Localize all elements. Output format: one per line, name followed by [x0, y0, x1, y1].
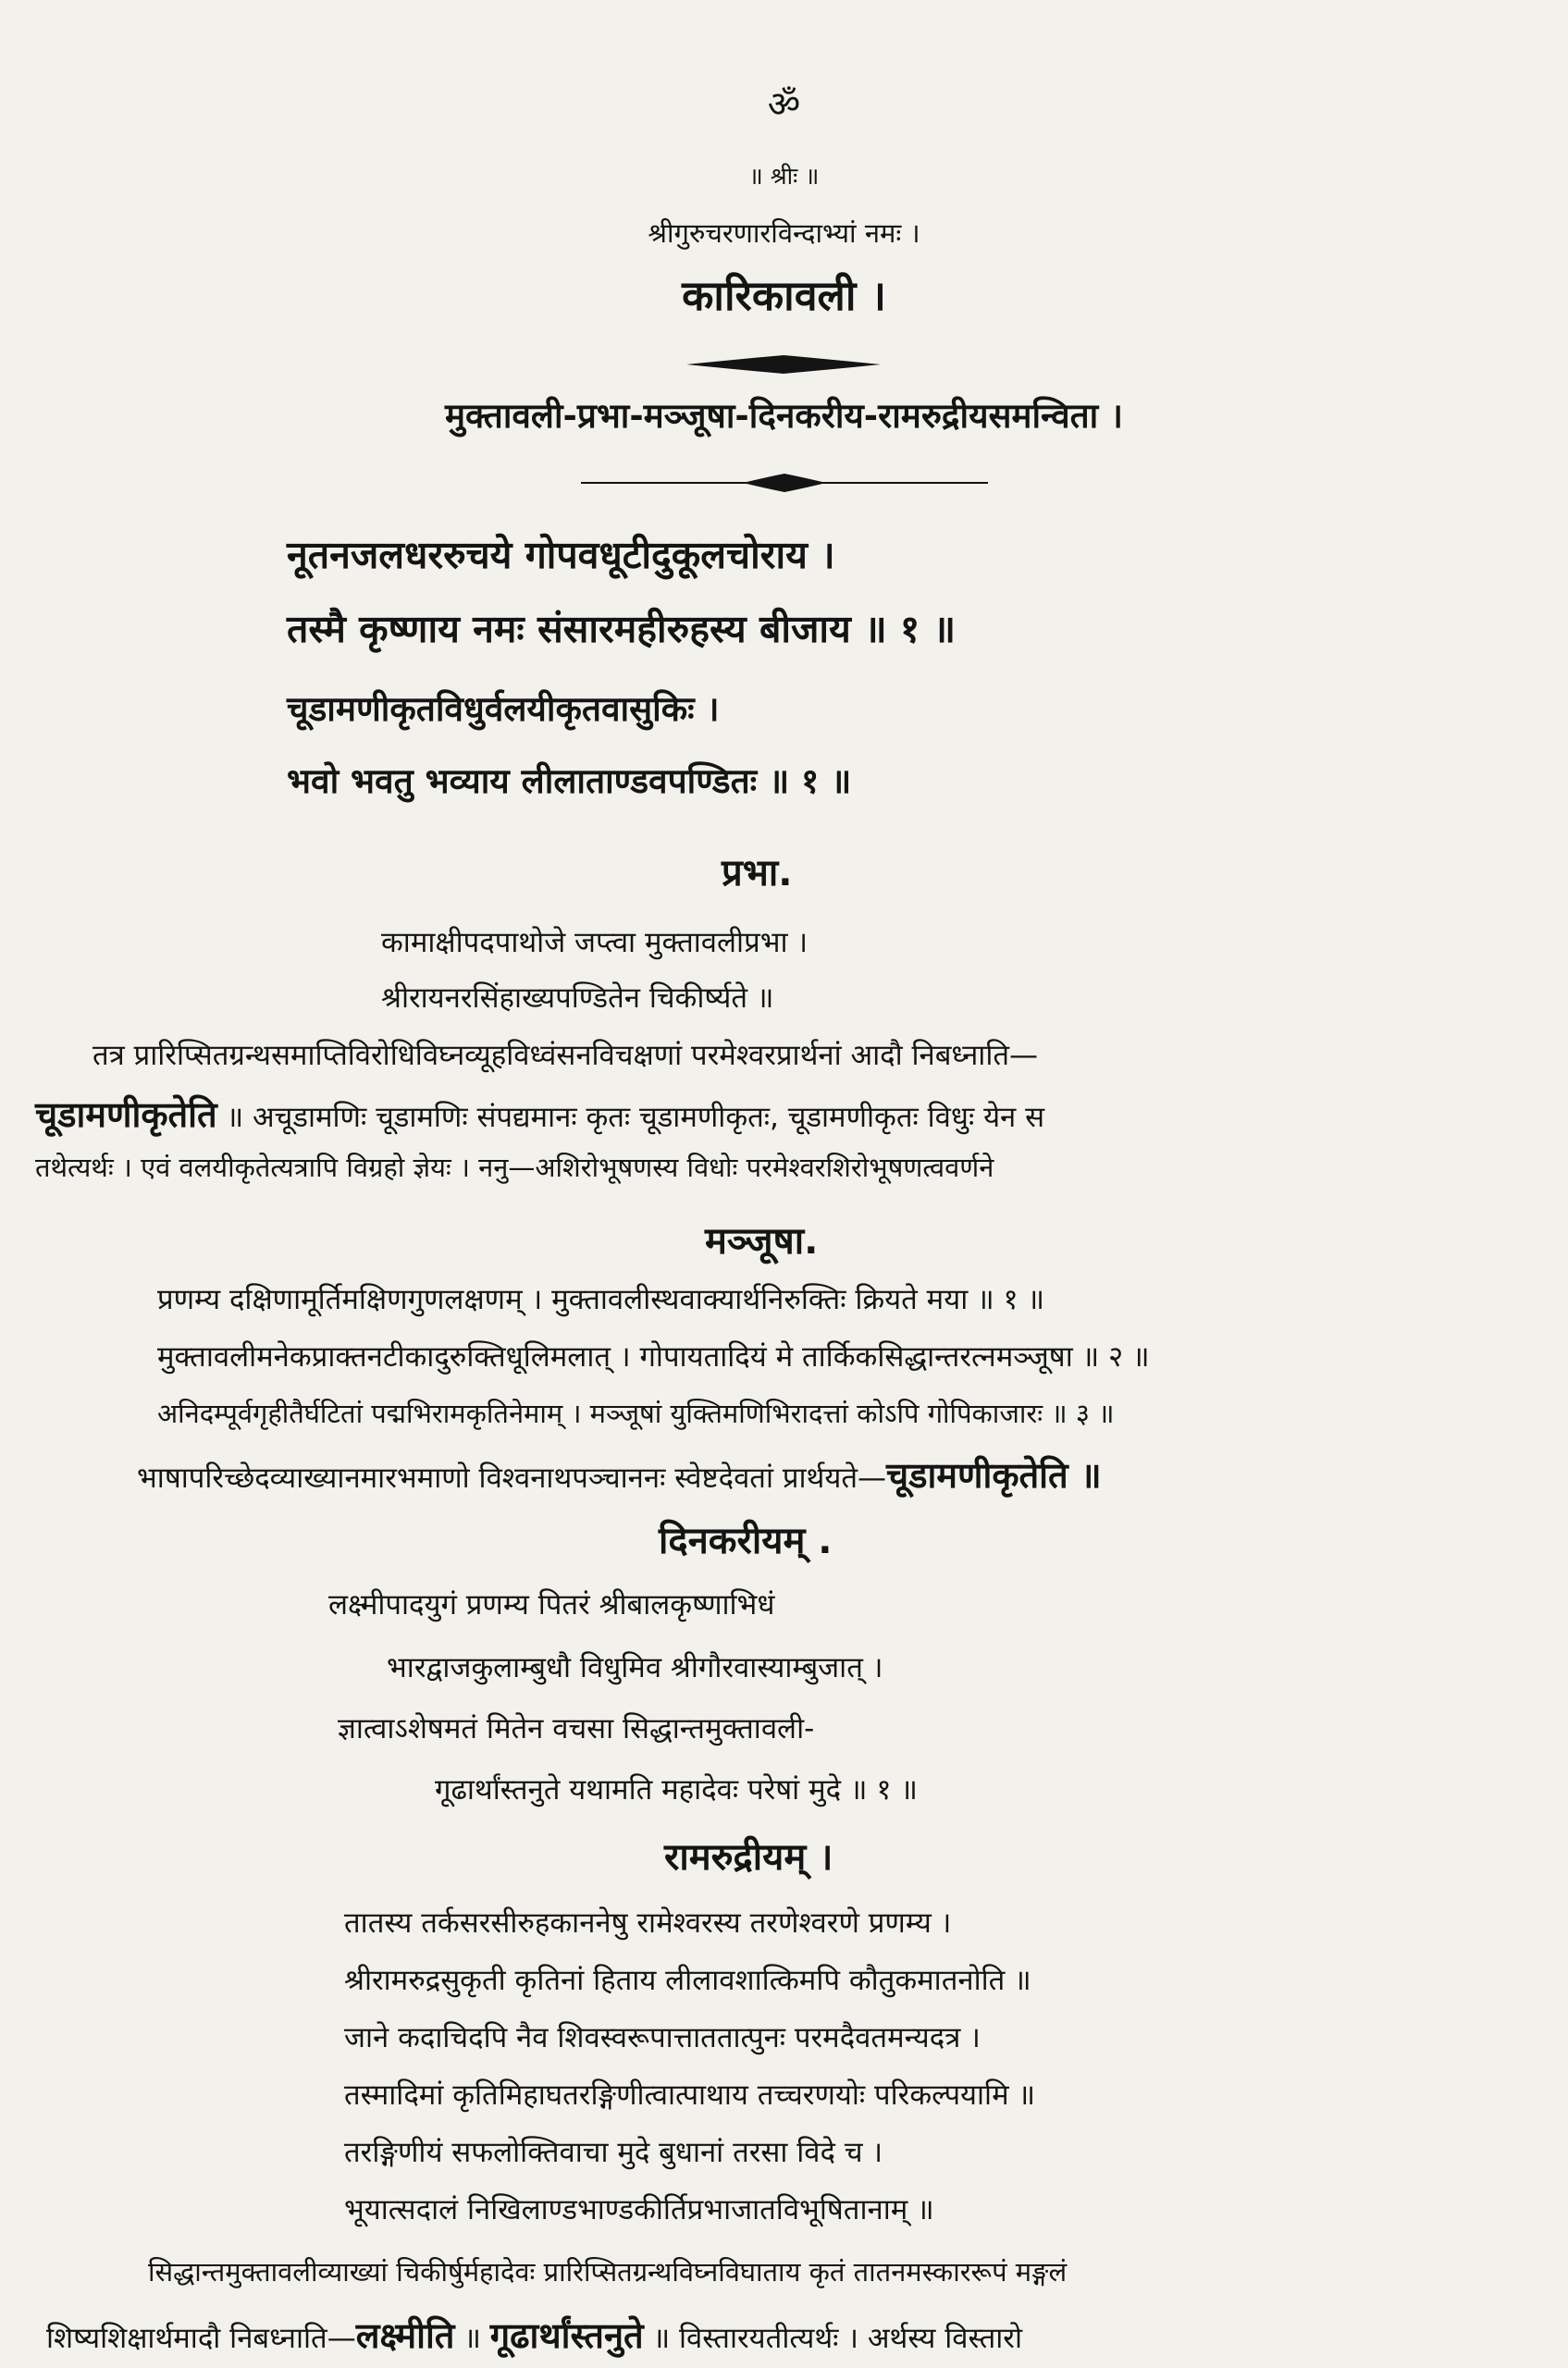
section-heading-dinakariya: दिनकरीयम् .	[659, 1520, 833, 1562]
page-title: कारिकावली ।	[682, 272, 886, 320]
prabha-prose-1: तत्र प्रारिप्सितग्रन्थसमाप्तिविरोधिविघ्नव्यूहविध्वंसनविचक्षणां परमेश्वरप्रार्थनां आदौ निबध्नाति—	[93, 1039, 1039, 1072]
dinakariya-verse-1: लक्ष्मीपादयुगं प्रणम्य पितरं श्रीबालकृष्णाभिधं	[328, 1588, 775, 1622]
ramarudriya-verse-3: जाने कदाचिदपि नैव शिवस्वरूपात्ताततात्पुनः परमदैवतमन्यदत्र ।	[344, 2021, 981, 2054]
ramarudriya-prose-2c: ॥ विस्तारयतीत्यर्थः । अर्थस्य विस्तारो	[652, 2322, 1022, 2355]
ramarudriya-prose-2	[46, 2315, 1022, 2356]
lemma-chudamanikrteti-2: चूडामणीकृतेति ॥	[886, 1455, 1102, 1496]
mangala-verse-1: नूतनजलधररुचये गोपवधूटीदुकूलचोराय ।	[287, 533, 835, 577]
prabha-verse-1: कामाक्षीपदपाथोजे जप्त्वा मुक्तावलीप्रभा ।	[381, 926, 809, 959]
ramarudriya-verse-2: श्रीरामरुद्रसुकृती कृतिनां हिताय लीलावशात्किमपि कौतुकमातनोति ॥	[344, 1964, 1031, 1997]
manjusha-line-4	[137, 1455, 1102, 1496]
ramarudriya-verse-5: तरङ्गिणीयं सफलोक्तिवाचा मुदे बुधानां तरसा विदे च ।	[344, 2136, 883, 2169]
ornament-divider-top	[686, 353, 881, 376]
ramarudriya-verse-6: भूयात्सदालं निखिलाण्डभाण्डकीर्तिप्रभाजातविभूषितानाम् ॥	[344, 2193, 934, 2226]
subtitle: मुक्तावली-प्रभा-मञ्जूषा-दिनकरीय-रामरुद्रीयसमन्विता ।	[444, 396, 1124, 436]
prabha-verse-2: श्रीरायनरसिंहाख्यपण्डितेन चिकीर्ष्यते ॥	[381, 981, 774, 1015]
ramarudriya-prose-2b: ॥	[463, 2322, 481, 2355]
ramarudriya-verse-1: तातस्य तर्कसरसीरुहकाननेषु रामेश्वरस्य तरणेश्वरणे प्रणम्य ।	[344, 1906, 952, 1940]
lemma-gudharthan: गूढार्थांस्तनुते	[489, 2315, 644, 2356]
prabha-prose-2	[35, 1094, 1045, 1135]
ramarudriya-verse-4: तस्मादिमां कृतिमिहाघतरङ्गिणीत्वात्पाथाय तच्चरणयोः परिकल्पयामि ॥	[344, 2078, 1036, 2112]
om-symbol: ॐ	[767, 84, 801, 126]
shri-invocation: ॥ श्रीः ॥	[748, 163, 820, 190]
lemma-lakshmiti: लक्ष्मीति	[355, 2315, 455, 2356]
dinakariya-verse-2: भारद्वाजकुलाम्बुधौ विधुमिव श्रीगौरवास्याम्बुजात् ।	[387, 1651, 883, 1684]
manjusha-line-1: प्रणम्य दक्षिणामूर्तिमक्षिणगुणलक्षणम् । मुक्तावलीस्थवाक्यार्थनिरुक्तिः क्रियते मया ॥ १ ॥	[157, 1283, 1045, 1316]
dinakariya-verse-3: ज्ञात्वाऽशेषमतं मितेन वचसा सिद्धान्तमुक्तावली-	[338, 1712, 815, 1745]
ramarudriya-prose-2a: शिष्यशिक्षार्थमादौ निबध्नाति—	[46, 2322, 356, 2355]
ramarudriya-prose-1: सिद्धान्तमुक्तावलीव्याख्यां चिकीर्षुर्महादेवः प्रारिप्सितग्रन्थविघ्नविघाताय कृतं तातनमस्काररूपं मङ्गलं	[148, 2256, 1068, 2288]
section-heading-prabha: प्रभा.	[722, 852, 793, 894]
mangala-verse-4: भवो भवतु भव्याय लीलाताण्डवपण्डितः ॥ १ ॥	[287, 761, 852, 801]
guru-invocation: श्रीगुरुचरणारविन्दाभ्यां नमः ।	[648, 217, 920, 249]
mangala-verse-3: चूडामणीकृतविधुर्वलयीकृतवासुकिः ।	[287, 689, 720, 729]
manjusha-line-3: अनिदम्पूर्वगृहीतैर्घटितां पद्मभिरामकृतिनेमाम् । मञ्जूषां युक्तिमणिभिरादत्तां कोऽपि गोपिकाजारः ॥ ३ ॥	[157, 1398, 1115, 1429]
dinakariya-verse-4: गूढार्थांस्तनुते यथामति महादेवः परेषां मुदे ॥ १ ॥	[435, 1773, 918, 1807]
prabha-prose-2-text: ॥ अचूडामणिः चूडामणिः संपद्यमानः कृतः चूडामणीकृतः, चूडामणीकृतः विधुः येन स	[226, 1101, 1045, 1134]
section-heading-manjusha: मञ्जूषा.	[705, 1220, 819, 1263]
mangala-verse-2: तस्मै कृष्णाय नमः संसारमहीरुहस्य बीजाय ॥ १ ॥	[287, 607, 957, 651]
prabha-prose-3: तथेत्यर्थः । एवं वलयीकृतेत्यत्रापि विग्रहो ज्ञेयः । ननु—अशिरोभूषणस्य विधोः परमेश्वरशिरोभूषणत्ववर्णने	[35, 1152, 994, 1183]
manjusha-line-2: मुक्तावलीमनेकप्राक्तनटीकादुरुक्तिधूलिमलात् । गोपायतादियं मे तार्किकसिद्धान्तरत्नमञ्जूषा ॥ २ ॥	[157, 1340, 1150, 1374]
ornament-divider-bottom	[581, 472, 988, 494]
section-heading-ramarudriya: रामरुद्रीयम् ।	[664, 1836, 833, 1879]
lemma-chudamanikrteti: चूडामणीकृतेति	[35, 1094, 217, 1135]
manjusha-line-4-text: भाषापरिच्छेदव्याख्यानमारभमाणो विश्वनाथपञ्चाननः स्वेष्टदेवतां प्रार्थयते—	[137, 1462, 886, 1495]
